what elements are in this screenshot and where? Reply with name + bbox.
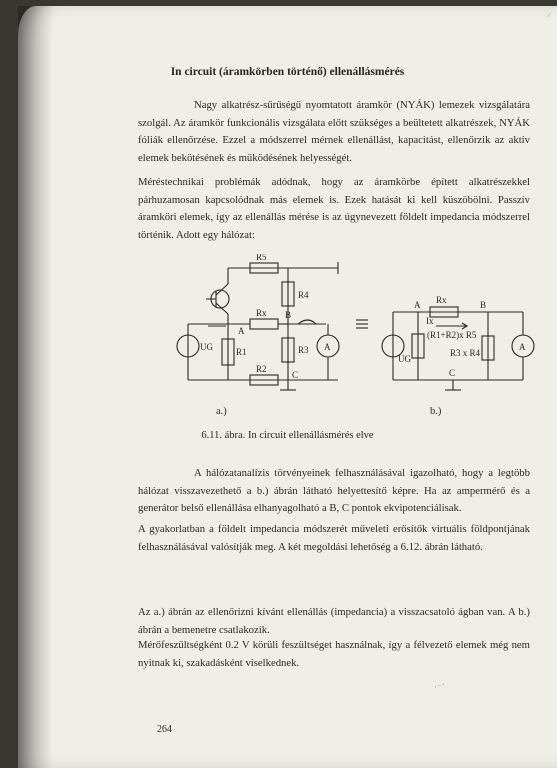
label-r5: R5 [256,254,267,262]
label-node-b: B [285,310,292,320]
label-b-right-res: R3 x R4 [450,348,481,358]
label-b-ug: UG [398,354,411,364]
pencil-mark: ⸝ [546,8,551,18]
figure-caption: 6.11. ábra. In circuit ellenállásmérés elve [201,430,374,441]
paragraph-practice: A gyakorlatban a földelt impedancia módszerét műveleti erősítők virtuális földpontjának felhasználásával valósítják meg. A két megoldási lehetőség a 6.12. ábrán látható. [138,523,530,553]
label-node-c: C [292,370,299,380]
label-b-rx: Rx [436,295,447,305]
label-b-ix: Ix [426,316,434,326]
paragraph-figure-ref: Az a.) ábrán az ellenőrizni kívánt ellenállás (impedancia) a visszacsatoló ágban van. A b.) ábrán a bemenetre csatlakozik. [138,606,530,636]
label-r2: R2 [256,364,267,374]
label-b-ammeter: A [519,342,526,352]
book-page [18,6,557,768]
label-ammeter: A [324,342,331,352]
paragraph-analysis: A hálózatanalízis törvényeinek felhasználásával igazolható, hogy a legtöbb hálózat visszavezethető a b.) ábrán látható helyettesítő képre. Ha az ampermérő és a generátor belső ellenállása elhanyagolható a B, C pontok ekvipotenciálisak. [138,467,530,514]
label-r3: R3 [298,345,309,355]
figure-label-a: a.) [216,406,227,417]
label-b-node-c: C [449,368,456,378]
label-ug: UG [200,342,213,352]
paragraph-voltage: Mérőfeszültségként 0.2 V körüli feszültséget használnak, így a félvezető elemek még nem nyitnak ki, szakadásként viselkednek. [138,639,530,669]
paragraph-intro: Nagy alkatrész-sűrűségű nyomtatott áramkör (NYÁK) lemezek vizsgálatára szolgál. Az áramkör funkcionális vizsgálata előtt szükséges a beültetett alkatrészek, NYÁK fóliák ellenőrzése. Ezzel a módszerrel mérnek ellenállást, kapacitást, ellenőrzik az aktív elemek bekötésének és működésének helyességét. [138,99,530,164]
circuit-figure [168,254,538,404]
label-b-left-res: (R1+R2)x R5 [427,330,477,340]
figure-label-b: b.) [430,406,442,417]
page-number: 264 [157,724,172,735]
label-r1: R1 [236,347,247,357]
label-b-node-a: A [414,300,421,310]
ink-mark: ·⁻ˊ [434,682,445,692]
label-r4: R4 [298,290,309,300]
section-title: In circuit (áramkörben történő) ellenállásmérés [170,66,405,78]
label-rx: Rx [256,308,267,318]
label-node-a: A [238,326,245,336]
rx-resistor [250,319,278,329]
label-b-node-b: B [480,300,487,310]
paragraph-problems: Méréstechnikai problémák adódnak, hogy az áramkörbe épített alkatrészekkel párhuzamosan kapcsolódnak más elemek is. Ezek hatását ki kell küszöbölni. Passzív áramköri elemek, így az ellenállás mérése is az úgynevezett földelt impedancia módszerrel történik. Adott egy hálózat: [138,176,530,241]
